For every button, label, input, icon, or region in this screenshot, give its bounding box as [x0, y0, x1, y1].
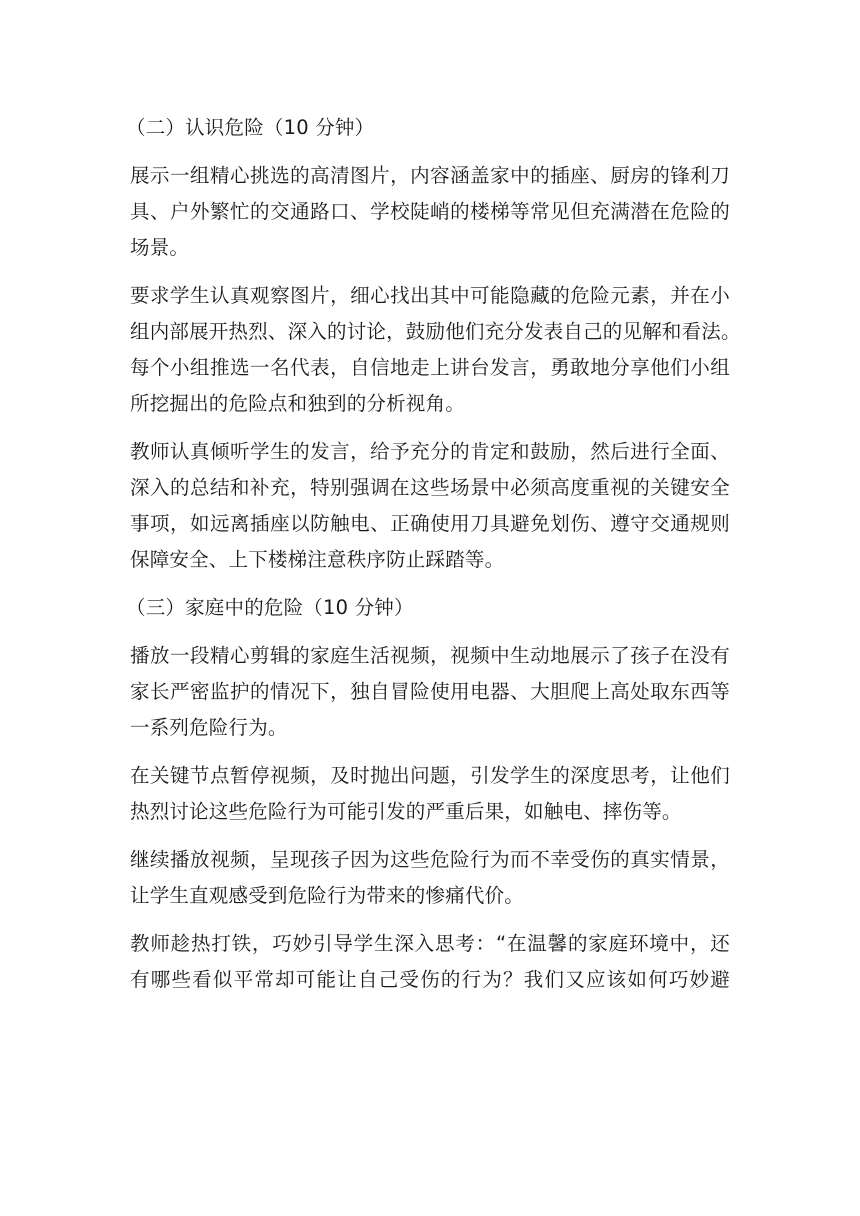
text-line: 所挖掘出的危险点和独到的分析视角。: [130, 392, 465, 415]
text-line: 场景。: [130, 236, 190, 259]
text-line: 要求学生认真观察图片，细心找出其中可能隐藏的危险元素，并在小: [130, 284, 730, 307]
text-line: 事项，如远离插座以防触电、正确使用刀具避免划伤、遵守交通规则: [130, 512, 730, 535]
paragraph: [130, 758, 730, 830]
section-heading: （三）家庭中的危险（10 分钟）: [126, 596, 414, 619]
document-page: [126, 110, 741, 998]
paragraph: [130, 638, 730, 746]
paragraph: [130, 842, 730, 914]
paragraph: [130, 278, 741, 422]
paragraph: [130, 158, 730, 266]
text-line: 保障安全、上下楼梯注意秩序防止踩踏等。: [130, 548, 505, 571]
text-line: 教师趁热打铁，巧妙引导学生深入思考：“在温馨的家庭环境中，还: [130, 932, 730, 955]
text-line: 家长严密监护的情况下，独自冒险使用电器、大胆爬上高处取东西等: [130, 680, 730, 703]
text-line: 组内部展开热烈、深入的讨论，鼓励他们充分发表自己的见解和看法。: [130, 320, 741, 343]
text-line: 具、户外繁忙的交通路口、学校陡峭的楼梯等常见但充满潜在危险的: [130, 200, 730, 223]
text-line: 每个小组推选一名代表，自信地走上讲台发言，勇敢地分享他们小组: [130, 356, 730, 379]
text-line: 一系列危险行为。: [130, 716, 288, 739]
text-line: 热烈讨论这些危险行为可能引发的严重后果，如触电、摔伤等。: [130, 800, 682, 823]
text-line: 教师认真倾听学生的发言，给予充分的肯定和鼓励，然后进行全面、: [130, 440, 730, 463]
text-line: 让学生直观感受到危险行为带来的惨痛代价。: [130, 884, 525, 907]
section-heading: （二）认识危险（10 分钟）: [126, 116, 375, 139]
text-line: 继续播放视频，呈现孩子因为这些危险行为而不幸受伤的真实情景，: [130, 848, 730, 871]
paragraph: [130, 926, 730, 998]
text-line: 播放一段精心剪辑的家庭生活视频，视频中生动地展示了孩子在没有: [130, 644, 730, 667]
text-line: 展示一组精心挑选的高清图片，内容涵盖家中的插座、厨房的锋利刀: [130, 164, 730, 187]
text-line: 有哪些看似平常却可能让自己受伤的行为？我们又应该如何巧妙避: [130, 968, 730, 991]
text-line: 在关键节点暂停视频，及时抛出问题，引发学生的深度思考，让他们: [130, 764, 730, 787]
paragraph: [130, 434, 730, 578]
text-line: 深入的总结和补充，特别强调在这些场景中必须高度重视的关键安全: [130, 476, 730, 499]
